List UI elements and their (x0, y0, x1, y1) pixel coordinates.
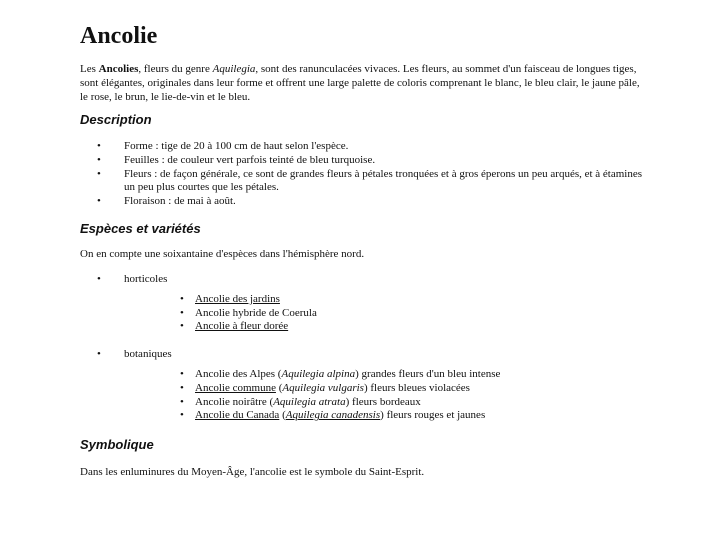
intro-paragraph (80, 62, 645, 104)
list-item: • Forme : tige de 20 à 100 cm de haut selon l'espèce. (80, 140, 645, 154)
list-item: • Ancolie du Canada (Aquilegia canadensis) fleurs rouges et jaunes (124, 409, 645, 423)
species-name: Ancolie noirâtre (195, 395, 267, 408)
link-aquilegia-canadensis[interactable] (286, 409, 380, 421)
symbolique-heading: Symbolique (80, 437, 154, 453)
list-item: • Ancolie commune (Aquilegia vulgaris) fleurs bleues violacées (124, 382, 645, 396)
species-desc: fleurs rouges et jaunes (383, 409, 486, 422)
species-desc: grandes fleurs d'un bleu intense (358, 367, 501, 380)
list-item: • Ancolie des Alpes (Aquilegia alpina) grandes fleurs d'un bleu intense (124, 368, 645, 382)
category-horticoles (80, 273, 645, 334)
link-ancolie-des-jardins[interactable]: Ancolie des jardins (195, 292, 280, 305)
intro-post: , sont des ranunculacées vivaces. Les fleurs, au sommet d'un faisceau de longues tiges, sont élégantes, originales dans leur forme et offrent une large palette de coloris comprenant le blanc, le bleu clair, le jaune pâle, le rose, le brun, le lie-de-vin et le bleu. (80, 63, 640, 103)
symbolique-paragraph: Dans les enluminures du Moyen-Âge, l'ancolie est le symbole du Saint-Esprit. (80, 466, 425, 479)
list-item: • Ancolie noirâtre (Aquilegia atrata) fleurs bordeaux (124, 396, 645, 410)
list-item: • Ancolie hybride de Coerula (124, 307, 645, 321)
especes-paragraph: On en compte une soixantaine d'espèces dans l'hémisphère nord. (80, 247, 365, 260)
species-latin: Aquilegia alpina (281, 367, 356, 380)
description-heading: Description (80, 112, 152, 127)
list-item (124, 293, 645, 307)
description-list (80, 140, 645, 209)
especes-heading: Espèces et variétés (80, 220, 201, 236)
species-latin: Aquilegia atrata (273, 395, 346, 408)
species-name: Ancolie des Alpes (195, 367, 276, 380)
list-item: • Fleurs : de façon générale, ce sont de grandes fleurs à pétales tronquées et à gros éperons un peu arqués, et à étamines un peu plus courtes que les pétales. (80, 168, 645, 196)
list-item: • Floraison : de mai à août. (80, 195, 645, 209)
article (80, 22, 645, 479)
category-label: horticoles (124, 272, 168, 285)
link-ancolie-commune[interactable]: Ancolie commune (195, 381, 276, 394)
intro-strong: Ancolies (98, 63, 139, 75)
list-item (124, 320, 645, 334)
category-botaniques (80, 348, 645, 423)
especes-list (80, 273, 645, 423)
list-item: • Feuilles : de couleur vert parfois teinté de bleu turquoise. (80, 154, 645, 168)
species-latin: Aquilegia vulgaris (282, 381, 364, 394)
page-title: Ancolie (80, 23, 158, 49)
category-label: botaniques (124, 348, 172, 361)
species-desc: fleurs bordeaux (349, 395, 421, 408)
horticoles-list (124, 293, 645, 334)
intro-mid: , fleurs du genre (138, 63, 213, 75)
link-ancolie-fleur-doree[interactable]: Ancolie à fleur dorée (195, 320, 289, 333)
species-desc: fleurs bleues violacées (367, 381, 470, 394)
intro-pre: Les (80, 63, 99, 75)
intro-genus: Aquilegia (212, 63, 256, 75)
botaniques-list (124, 368, 645, 423)
link-ancolie-du-canada[interactable]: Ancolie du Canada (195, 409, 280, 422)
species-latin: Aquilegia canadensis (285, 409, 381, 422)
